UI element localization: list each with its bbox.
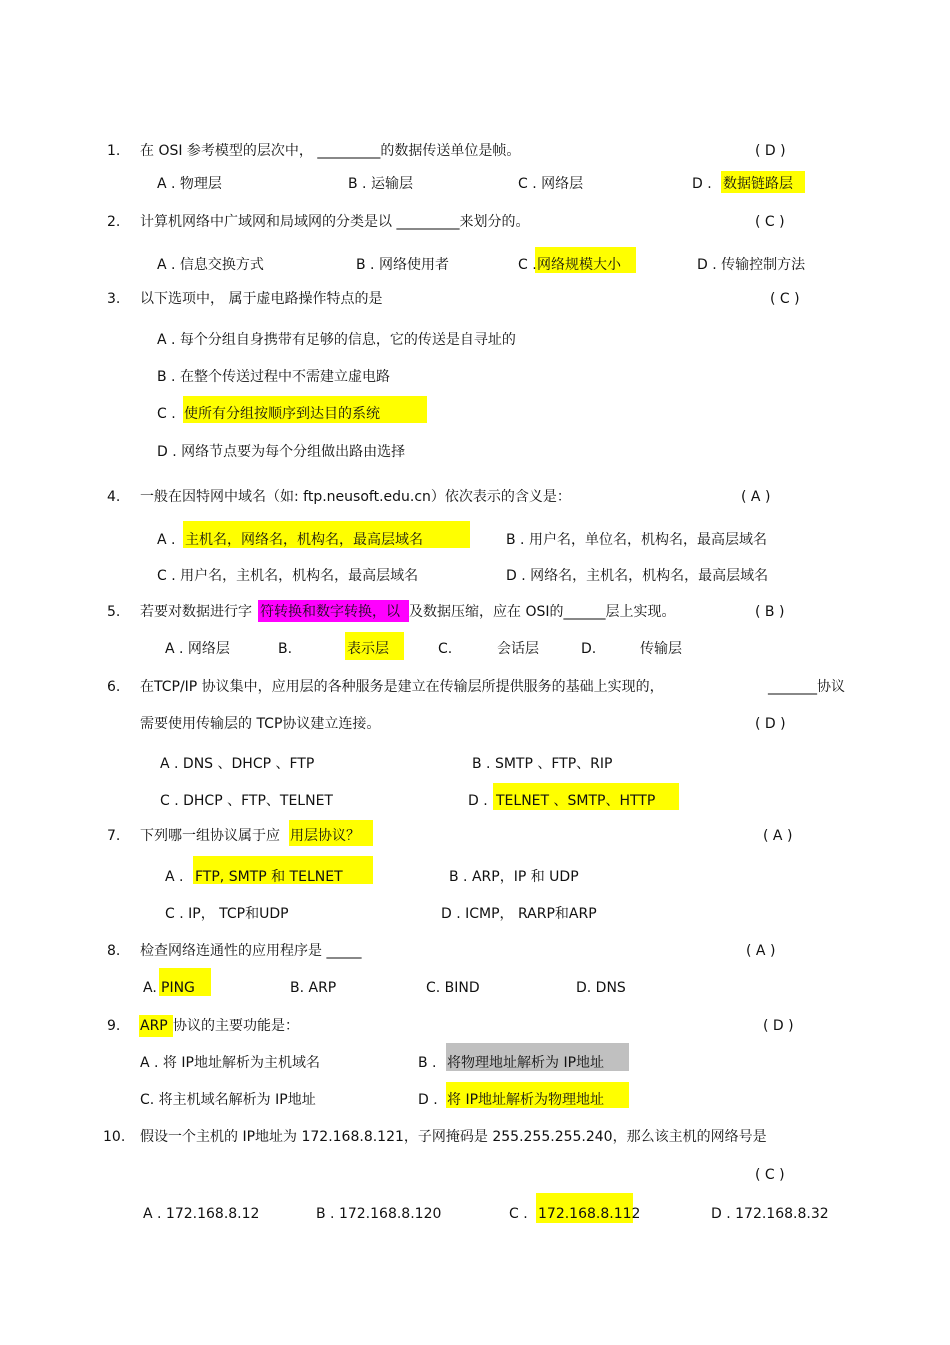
option: D.	[581, 641, 597, 657]
option: B . 在整个传送过程中不需建立虚电路	[157, 369, 390, 385]
option: B. ARP	[290, 980, 337, 996]
option: C . DHCP 、FTP、TELNET	[160, 793, 333, 809]
option: D. DNS	[576, 980, 626, 996]
question-number: 5.	[107, 604, 121, 620]
option: B . 172.168.8.120	[316, 1206, 442, 1222]
question-text: 若要对数据进行字	[140, 604, 252, 620]
option: C. BIND	[426, 980, 480, 996]
option: 将物理地址解析为 IP地址	[447, 1055, 605, 1071]
option: A . 172.168.8.12	[143, 1206, 260, 1222]
answer: ( D )	[755, 716, 786, 732]
option: C . 网络层	[518, 176, 584, 192]
option: A . 网络层	[165, 641, 230, 657]
option: B . SMTP 、FTP、RIP	[472, 756, 613, 772]
option: A .	[157, 532, 176, 548]
option: C. 将主机域名解析为 IP地址	[140, 1092, 316, 1108]
option: D . ICMP， RARP和ARP	[441, 906, 597, 922]
option: C . 用户名，主机名，机构名，最高层域名	[157, 568, 419, 584]
question-text: 以下选项中， 属于虚电路操作特点的是	[140, 291, 383, 307]
answer: ( C )	[755, 214, 785, 230]
option-answer: FTP, SMTP 和 TELNET	[195, 869, 343, 885]
question-blank: _______协议	[768, 679, 845, 695]
option: C .	[157, 406, 176, 422]
question-number: 10.	[103, 1129, 126, 1145]
option: B . 用户名，单位名，机构名，最高层域名	[506, 532, 767, 548]
option: B.	[278, 641, 293, 657]
option: A .	[165, 869, 184, 885]
option: C .	[518, 257, 537, 273]
option: A . 每个分组自身携带有足够的信息，它的传送是自寻址的	[157, 332, 516, 348]
option-answer: 将 IP地址解析为物理地址	[447, 1092, 605, 1108]
question-number: 1.	[107, 143, 121, 159]
option: A . 物理层	[157, 176, 222, 192]
question-text: 协议的主要功能是：	[173, 1018, 299, 1034]
option: A . 将 IP地址解析为主机域名	[140, 1055, 320, 1071]
option: A.	[143, 980, 157, 996]
option: D . 网络名，主机名，机构名，最高层域名	[506, 568, 769, 584]
option: 传输层	[640, 641, 682, 657]
option: B . 运输层	[348, 176, 413, 192]
option: A . 信息交换方式	[157, 257, 264, 273]
answer: ( D )	[763, 1018, 794, 1034]
question-number: 8.	[107, 943, 121, 959]
answer: ( B )	[755, 604, 785, 620]
option-answer: 主机名，网络名，机构名，最高层域名	[185, 532, 423, 548]
option: B . ARP，IP 和 UDP	[449, 869, 579, 885]
question-text-highlight: 用层协议？	[290, 828, 360, 844]
option-answer: 表示层	[347, 641, 389, 657]
question-number: 4.	[107, 489, 121, 505]
answer: ( A )	[741, 489, 771, 505]
question-text: 假设一个主机的 IP地址为 172.168.8.121，子网掩码是 255.255.255.240，那么该主机的网络号是	[140, 1129, 767, 1145]
option: D . 传输控制方法	[697, 257, 806, 273]
question-number: 9.	[107, 1018, 121, 1034]
option: D .	[468, 793, 488, 809]
question-text-highlight: 符转换和数字转换，以	[260, 604, 400, 620]
answer: ( D )	[755, 143, 786, 159]
answer: ( A )	[746, 943, 776, 959]
option-answer: 数据链路层	[723, 176, 793, 192]
question-number: 6.	[107, 679, 121, 695]
option: D .	[418, 1092, 438, 1108]
option-answer: 使所有分组按顺序到达目的系统	[184, 406, 380, 422]
option-answer: 网络规模大小	[537, 257, 621, 273]
option-answer: PING	[161, 980, 195, 996]
option: B . 网络使用者	[356, 257, 449, 273]
question-number: 3.	[107, 291, 121, 307]
question-text: 在TCP/IP 协议集中，应用层的各种服务是建立在传输层所提供服务的基础上实现的，	[140, 679, 664, 695]
option: C . IP， TCP和UDP	[165, 906, 289, 922]
option: A . DNS 、DHCP 、FTP	[160, 756, 315, 772]
question-text: 一般在因特网中域名（如: ftp.neusoft.edu.cn）依次表示的含义是：	[140, 489, 571, 505]
question-text: 及数据压缩，应在 OSI的______层上实现。	[409, 604, 676, 620]
question-number: 7.	[107, 828, 121, 844]
question-text: 检查网络连通性的应用程序是 _____	[140, 943, 362, 959]
question-number: 2.	[107, 214, 121, 230]
option: B .	[418, 1055, 437, 1071]
option: D . 网络节点要为每个分组做出路由选择	[157, 444, 406, 460]
option: 会话层	[497, 641, 539, 657]
option: D .	[692, 176, 712, 192]
answer: ( C )	[755, 1167, 785, 1183]
question-text: 需要使用传输层的 TCP协议建立连接。	[140, 716, 381, 732]
question-text: 在 OSI 参考模型的层次中， _________的数据传送单位是帧。	[140, 143, 521, 159]
question-text-highlight: ARP	[140, 1018, 168, 1034]
question-text: 下列哪一组协议属于应	[140, 828, 280, 844]
answer: ( A )	[763, 828, 793, 844]
option: D . 172.168.8.32	[711, 1206, 829, 1222]
option-answer: 172.168.8.112	[538, 1206, 641, 1222]
question-text: 计算机网络中广域网和局域网的分类是以 _________来划分的。	[140, 214, 530, 230]
option: C.	[438, 641, 453, 657]
answer: ( C )	[770, 291, 800, 307]
option: C .	[509, 1206, 528, 1222]
option-answer: TELNET 、SMTP、HTTP	[496, 793, 656, 809]
